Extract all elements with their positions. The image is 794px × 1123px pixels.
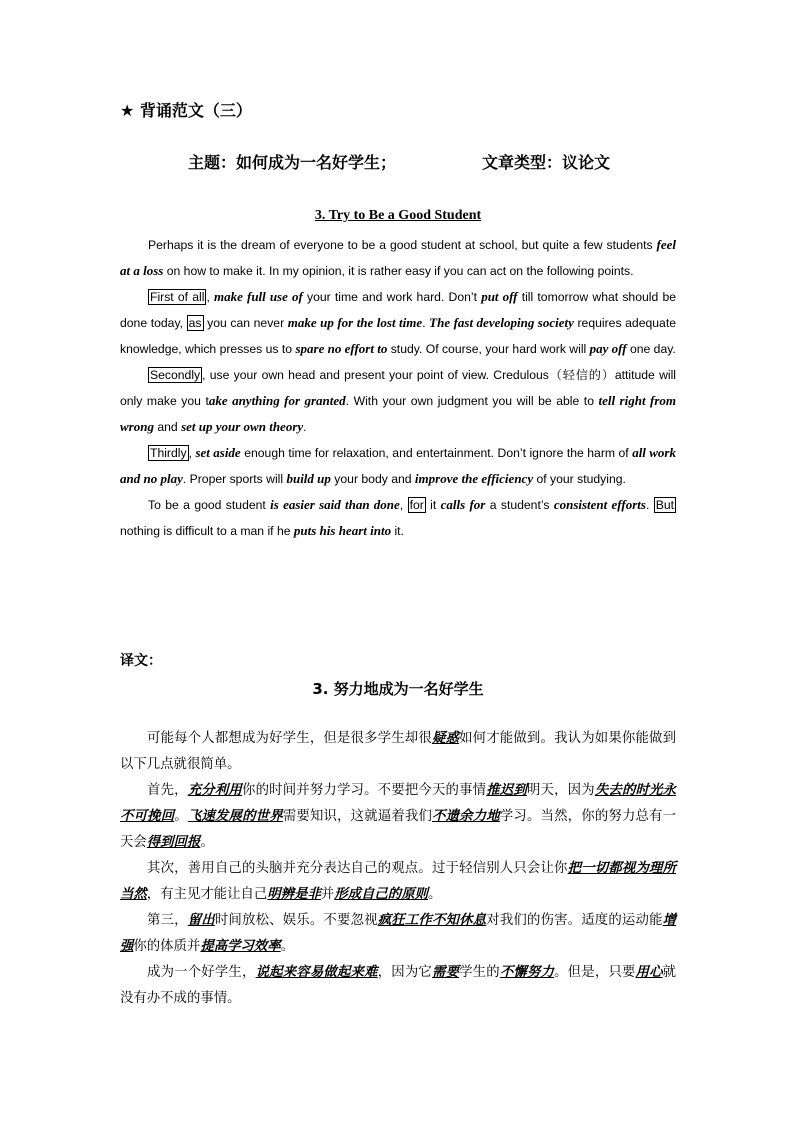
key-phrase-cn: 疯狂工作不知休息 bbox=[377, 913, 487, 928]
key-phrase-cn: 把一切都视为理所当然 bbox=[120, 861, 677, 902]
key-phrase-cn: 说起来容易做起来难 bbox=[255, 965, 378, 980]
key-phrase: feel at a loss bbox=[120, 237, 676, 278]
topic-label: 主题：如何成为一名好学生； bbox=[188, 153, 397, 172]
key-phrase-cn: 用心 bbox=[635, 965, 663, 980]
key-phrase-cn: 不遗余力地 bbox=[432, 809, 500, 824]
key-phrase: consistent efforts bbox=[553, 497, 646, 512]
key-phrase-cn: 增强 bbox=[120, 913, 677, 954]
key-phrase-cn: 得到回报 bbox=[146, 835, 201, 850]
essay-paragraph-5: To be a good student is easier said than done, for it calls for a student’s consistent efforts. But nothing is difficult to a man if he puts his heart into it. bbox=[120, 497, 674, 538]
essay-title: 3. Try to Be a Good Student bbox=[314, 208, 482, 223]
key-phrase: spare no effort to bbox=[295, 341, 388, 356]
key-phrase: set aside bbox=[195, 445, 241, 460]
key-phrase-cn: 充分利用 bbox=[187, 783, 242, 798]
translation-paragraph-4: 第三，留出时间放松、娱乐。不要忽视疯狂工作不知休息对我们的伤害。适度的运动能增强你的体质并提高学习效率。 bbox=[120, 913, 677, 954]
star-icon: ★ bbox=[120, 101, 135, 120]
key-phrase: make full use of bbox=[214, 289, 303, 304]
section-heading bbox=[120, 98, 252, 121]
boxed-connective: for bbox=[409, 498, 424, 512]
key-phrase: set up your own theory bbox=[181, 419, 304, 434]
key-phrase: build up bbox=[286, 471, 331, 486]
key-phrase: The fast developing society bbox=[429, 315, 574, 330]
essay-paragraph-4: Thirdly , set aside enough time for relaxation, and entertainment. Don’t ignore the harm of all work and no play. Proper sports will build up your body and improve the efficiency of your studying. bbox=[120, 445, 676, 486]
key-phrase: puts his heart into bbox=[293, 523, 392, 538]
boxed-connective: First of all bbox=[150, 290, 205, 304]
key-phrase: ake anything for granted bbox=[208, 393, 346, 408]
key-phrase: put off bbox=[481, 289, 518, 304]
key-phrase-cn: 需要 bbox=[431, 965, 460, 980]
translation-paragraph-3: 其次，善用自己的头脑并充分表达自己的观点。过于轻信别人只会让你把一切都视为理所当然，有主见才能让自己明辨是非并形成自己的原则。 bbox=[120, 861, 677, 902]
boxed-connective: But bbox=[655, 498, 674, 512]
boxed-connective: Thirdly bbox=[150, 446, 187, 460]
translation-body bbox=[120, 726, 676, 1012]
key-phrase: calls for bbox=[440, 497, 486, 512]
key-phrase-cn: 飞速发展的世界 bbox=[187, 809, 283, 824]
boxed-connective: Secondly bbox=[150, 368, 201, 382]
key-phrase-cn: 提高学习效率 bbox=[200, 939, 281, 954]
topic-line bbox=[188, 150, 708, 173]
translation-paragraph-2: 首先，充分利用你的时间并努力学习。不要把今天的事情推迟到明天，因为失去的时光永不可挽回。飞速发展的世界需要知识，这就逼着我们不遗余力地学习。当然，你的努力总有一天会得到回报。 bbox=[120, 783, 677, 850]
key-phrase: all work and no play bbox=[120, 445, 676, 486]
key-phrase-cn: 明辨是非 bbox=[267, 887, 321, 902]
key-phrase: pay off bbox=[589, 341, 627, 356]
key-phrase: tell right from wrong bbox=[120, 393, 676, 434]
key-phrase: is easier said than done bbox=[270, 497, 400, 512]
essay-paragraph-3: Secondly , use your own head and present your point of view. Credulous（轻信的）attitude will only make you take anything for granted. With your own judgment you will be able to tell right from wrong and set up your own theory. bbox=[120, 368, 676, 434]
key-phrase: improve the efficiency bbox=[414, 471, 534, 486]
essay-type-label: 文章类型：议论文 bbox=[482, 153, 611, 172]
key-phrase-cn: 疑惑 bbox=[431, 731, 460, 746]
section-title: 背诵范文（三） bbox=[139, 101, 252, 120]
key-phrase-cn: 留出 bbox=[187, 913, 215, 928]
essay-paragraph-2: First of all , make full use of your time and work hard. Don’t put off till tomorrow what should be done today, as you can never make up for the lost time. The fast developing society requires adequate knowledge, which presses us to spare no effort to study. Of course, your hard work will pay off one day. bbox=[120, 289, 677, 356]
essay-body bbox=[120, 232, 676, 544]
translation-title: 3. 努力地成为一名好学生 bbox=[312, 680, 484, 698]
translation-paragraph-1: 可能每个人都想成为好学生，但是很多学生却很疑惑如何才能做到。我认为如果你能做到以下几点就很简单。 bbox=[120, 731, 677, 772]
translation-paragraph-5: 成为一个好学生，说起来容易做起来难，因为它需要学生的不懈努力。但是，只要用心就没有办不成的事情。 bbox=[120, 965, 677, 1006]
key-phrase-cn: 推迟到 bbox=[486, 783, 527, 798]
key-phrase: make up for the lost time bbox=[287, 315, 423, 330]
essay-paragraph-1: Perhaps it is the dream of everyone to be a good student at school, but quite a few students feel at a loss on how to make it. In my opinion, it is rather easy if you can act on the following points. bbox=[120, 237, 676, 278]
translation-label: 译文： bbox=[120, 653, 162, 669]
key-phrase-cn: 失去的时光永不可挽回 bbox=[120, 783, 677, 824]
boxed-connective: as bbox=[188, 316, 202, 330]
key-phrase-cn: 形成自己的原则 bbox=[334, 887, 428, 902]
key-phrase-cn: 不懈努力 bbox=[499, 965, 555, 980]
